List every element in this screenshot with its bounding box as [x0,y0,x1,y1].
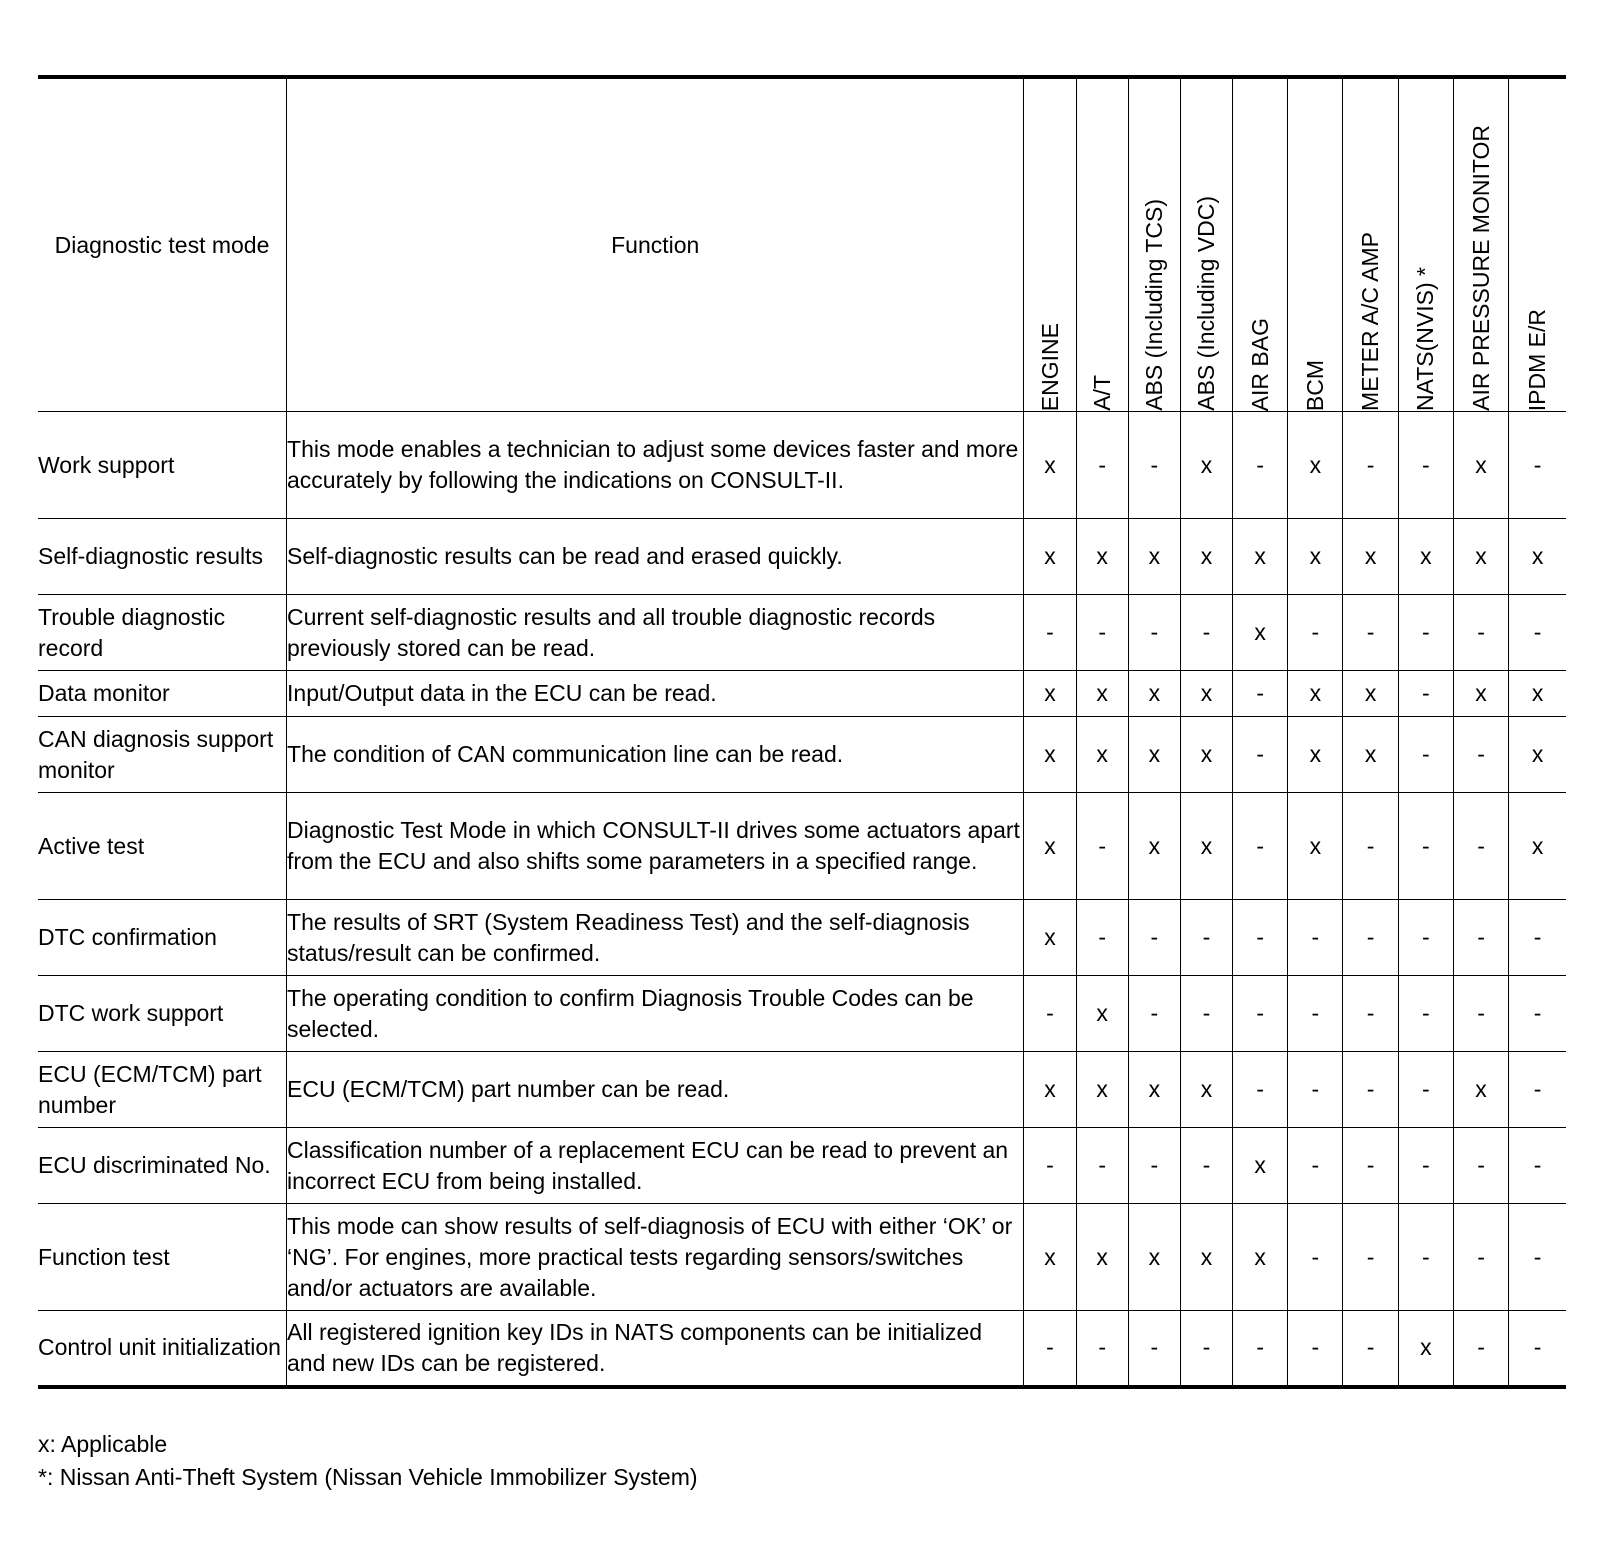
applicability-cell: - [1024,1128,1076,1204]
applicability-cell: - [1180,1128,1232,1204]
applicability-cell: x [1288,793,1343,900]
applicability-cell: x [1024,412,1076,519]
applicability-cell: - [1343,412,1398,519]
applicability-cell: x [1509,717,1566,793]
applicability-cell: - [1024,595,1076,671]
applicability-cell: - [1398,717,1453,793]
applicability-cell: - [1076,412,1128,519]
applicability-cell: - [1453,976,1508,1052]
applicability-cell: x [1024,793,1076,900]
applicability-cell: - [1076,1311,1128,1387]
system-header-meter-ac-amp: METER A/C AMP [1343,77,1398,412]
applicability-cell: - [1288,1128,1343,1204]
footnotes [38,1428,698,1494]
table-row [38,671,1566,717]
applicability-cell: - [1128,412,1180,519]
applicability-cell: x [1398,519,1453,595]
applicability-cell: - [1343,900,1398,976]
applicability-cell: - [1288,595,1343,671]
system-header-at: A/T [1076,77,1128,412]
applicability-cell: - [1343,793,1398,900]
applicability-cell: x [1509,671,1566,717]
system-header-abs-tcs: ABS (Including TCS) [1128,77,1180,412]
applicability-cell: - [1343,1128,1398,1204]
system-header-air-pressure-monitor: AIR PRESSURE MONITOR [1453,77,1508,412]
footnote-applicable: x: Applicable [38,1431,168,1457]
system-header-engine: ENGINE [1024,77,1076,412]
applicability-cell: x [1453,1052,1508,1128]
applicability-cell: x [1076,717,1128,793]
applicability-cell: x [1233,519,1288,595]
applicability-cell: - [1128,900,1180,976]
function-cell: All registered ignition key IDs in NATS components can be initialized and new IDs can be registered. [287,1311,1024,1387]
applicability-cell: - [1233,1052,1288,1128]
applicability-cell: - [1288,976,1343,1052]
applicability-cell: - [1509,900,1566,976]
applicability-cell: - [1180,900,1232,976]
applicability-cell: x [1288,519,1343,595]
footnote-nats: *: Nissan Anti-Theft System (Nissan Vehicle Immobilizer System) [38,1464,698,1490]
applicability-cell: - [1453,1204,1508,1311]
applicability-cell: - [1128,595,1180,671]
applicability-cell: - [1398,1128,1453,1204]
applicability-cell: - [1398,900,1453,976]
applicability-cell: - [1233,1311,1288,1387]
applicability-cell: - [1398,976,1453,1052]
applicability-cell: - [1343,1052,1398,1128]
applicability-cell: - [1398,412,1453,519]
applicability-cell: x [1453,671,1508,717]
table-row [38,1204,1566,1311]
applicability-cell: x [1453,412,1508,519]
mode-column-header: Diagnostic test mode [38,77,287,412]
table-row [38,793,1566,900]
table-row [38,1311,1566,1387]
function-cell: The results of SRT (System Readiness Test) and the self-diagnosis status/result can be confirmed. [287,900,1024,976]
function-cell: This mode can show results of self-diagnosis of ECU with either ‘OK’ or ‘NG’. For engines, more practical tests regarding sensors/switches and/or actuators are available. [287,1204,1024,1311]
table-row [38,1128,1566,1204]
table-row [38,900,1566,976]
table-row [38,595,1566,671]
applicability-cell: - [1509,976,1566,1052]
applicability-cell: x [1076,976,1128,1052]
applicability-cell: - [1076,1128,1128,1204]
applicability-cell: x [1288,671,1343,717]
applicability-cell: x [1128,793,1180,900]
applicability-cell: x [1128,519,1180,595]
applicability-cell: - [1180,595,1232,671]
applicability-cell: - [1453,1311,1508,1387]
applicability-cell: x [1509,793,1566,900]
applicability-cell: x [1233,595,1288,671]
table-row [38,519,1566,595]
applicability-cell: - [1128,1128,1180,1204]
applicability-cell: - [1453,1128,1508,1204]
applicability-cell: - [1453,793,1508,900]
mode-cell: Trouble diagnostic record [38,595,287,671]
applicability-cell: x [1076,1052,1128,1128]
applicability-cell: - [1398,1204,1453,1311]
function-column-header: Function [287,77,1024,412]
applicability-cell: - [1398,671,1453,717]
mode-cell: ECU (ECM/TCM) part number [38,1052,287,1128]
applicability-cell: x [1180,1052,1232,1128]
applicability-cell: - [1288,1052,1343,1128]
applicability-cell: - [1076,900,1128,976]
function-cell: The condition of CAN communication line can be read. [287,717,1024,793]
applicability-cell: x [1128,671,1180,717]
applicability-cell: x [1343,671,1398,717]
applicability-cell: x [1398,1311,1453,1387]
applicability-cell: - [1509,595,1566,671]
mode-cell: CAN diagnosis support monitor [38,717,287,793]
applicability-cell: x [1288,717,1343,793]
applicability-cell: - [1343,595,1398,671]
applicability-cell: x [1128,1204,1180,1311]
applicability-cell: x [1509,519,1566,595]
applicability-cell: - [1343,1204,1398,1311]
mode-cell: Control unit initialization [38,1311,287,1387]
applicability-cell: x [1343,519,1398,595]
mode-cell: Work support [38,412,287,519]
applicability-cell: - [1453,595,1508,671]
applicability-cell: - [1233,793,1288,900]
applicability-cell: x [1128,1052,1180,1128]
applicability-cell: - [1288,900,1343,976]
mode-cell: Data monitor [38,671,287,717]
applicability-cell: - [1453,717,1508,793]
function-cell: The operating condition to confirm Diagnosis Trouble Codes can be selected. [287,976,1024,1052]
applicability-cell: - [1398,793,1453,900]
table-row [38,976,1566,1052]
applicability-cell: x [1180,519,1232,595]
function-cell: Self-diagnostic results can be read and erased quickly. [287,519,1024,595]
applicability-cell: x [1024,519,1076,595]
system-header-abs-vdc: ABS (Including VDC) [1180,77,1232,412]
applicability-cell: x [1288,412,1343,519]
applicability-cell: - [1509,1052,1566,1128]
applicability-cell: - [1233,717,1288,793]
diagnostic-mode-table [38,75,1566,1389]
applicability-cell: - [1398,595,1453,671]
applicability-cell: x [1076,1204,1128,1311]
applicability-cell: - [1233,900,1288,976]
applicability-cell: x [1180,717,1232,793]
function-cell: Input/Output data in the ECU can be read. [287,671,1024,717]
function-cell: Current self-diagnostic results and all trouble diagnostic records previously stored can be read. [287,595,1024,671]
applicability-cell: - [1398,1052,1453,1128]
applicability-cell: - [1288,1311,1343,1387]
applicability-cell: x [1180,412,1232,519]
applicability-cell: - [1076,595,1128,671]
applicability-cell: x [1453,519,1508,595]
applicability-cell: - [1453,900,1508,976]
applicability-cell: - [1343,976,1398,1052]
applicability-cell: - [1233,671,1288,717]
system-header-ipdm-er: IPDM E/R [1509,77,1566,412]
applicability-cell: - [1233,976,1288,1052]
mode-cell: Function test [38,1204,287,1311]
mode-cell: DTC confirmation [38,900,287,976]
applicability-cell: - [1180,976,1232,1052]
applicability-cell: - [1509,1128,1566,1204]
mode-cell: DTC work support [38,976,287,1052]
applicability-cell: x [1024,900,1076,976]
system-header-nats: NATS(NVIS) * [1398,77,1453,412]
mode-cell: Self-diagnostic results [38,519,287,595]
applicability-cell: - [1509,1311,1566,1387]
applicability-cell: - [1288,1204,1343,1311]
applicability-cell: - [1128,1311,1180,1387]
applicability-cell: x [1128,717,1180,793]
function-cell: ECU (ECM/TCM) part number can be read. [287,1052,1024,1128]
mode-cell: ECU discriminated No. [38,1128,287,1204]
applicability-cell: - [1180,1311,1232,1387]
function-cell: This mode enables a technician to adjust some devices faster and more accurately by following the indications on CONSULT-II. [287,412,1024,519]
applicability-cell: x [1180,793,1232,900]
function-cell: Diagnostic Test Mode in which CONSULT-II drives some actuators apart from the ECU and also shifts some parameters in a specified range. [287,793,1024,900]
applicability-cell: x [1076,519,1128,595]
applicability-cell: - [1343,1311,1398,1387]
applicability-cell: - [1233,412,1288,519]
applicability-cell: - [1509,1204,1566,1311]
applicability-cell: x [1180,671,1232,717]
table-row [38,412,1566,519]
applicability-cell: - [1024,976,1076,1052]
applicability-cell: - [1076,793,1128,900]
table-row [38,717,1566,793]
applicability-cell: x [1343,717,1398,793]
applicability-cell: x [1233,1204,1288,1311]
table-body [38,412,1566,1387]
applicability-cell: x [1024,1204,1076,1311]
table-row [38,1052,1566,1128]
applicability-cell: x [1024,717,1076,793]
header-row [38,77,1566,412]
applicability-cell: x [1180,1204,1232,1311]
system-header-bcm: BCM [1288,77,1343,412]
applicability-cell: x [1233,1128,1288,1204]
mode-cell: Active test [38,793,287,900]
applicability-cell: - [1509,412,1566,519]
applicability-cell: - [1128,976,1180,1052]
applicability-cell: x [1024,671,1076,717]
applicability-cell: - [1024,1311,1076,1387]
applicability-cell: x [1024,1052,1076,1128]
function-cell: Classification number of a replacement ECU can be read to prevent an incorrect ECU from being installed. [287,1128,1024,1204]
applicability-cell: x [1076,671,1128,717]
system-header-air-bag: AIR BAG [1233,77,1288,412]
